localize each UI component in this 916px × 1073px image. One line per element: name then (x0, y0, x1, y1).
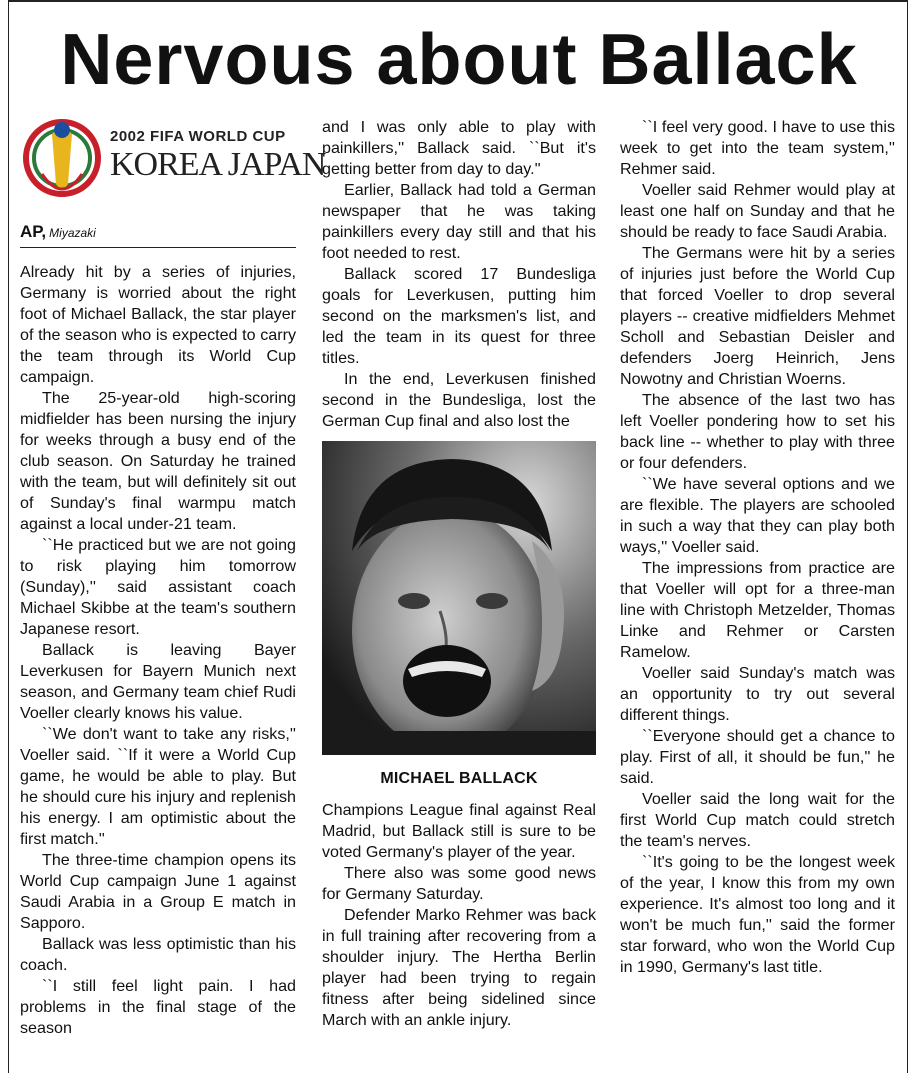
paragraph: There also was some good news for Germany Saturday. (322, 864, 596, 903)
paragraph: The three-time champion opens its World Cup campaign June 1 against Saudi Arabia in a Group E match in Sapporo. (20, 851, 296, 932)
world-cup-logo (22, 114, 326, 206)
paragraph: Earlier, Ballack had told a German newspaper that he was taking painkillers every day still and that his foot needed to rest. (322, 181, 596, 262)
paragraph: The impressions from practice are that Voeller will opt for a three-man line with Christoph Metzelder, Thomas Linke and Rehmer or Carsten Ramelow. (620, 559, 895, 661)
logo-line-1: 2002 FIFA WORLD CUP (110, 128, 286, 145)
paragraph: ``I still feel light pain. I had problems in the final stage of the season (20, 977, 296, 1037)
paragraph: ``It's going to be the longest week of the year, I know this from my own experience. It's almost too long and it won't be much fun,'' said the former star forward, who won the World Cup in 1990, Germany's last title. (620, 853, 895, 976)
paragraph: Voeller said the long wait for the first World Cup match could stretch the team's nerves. (620, 790, 895, 850)
player-photo (322, 441, 596, 755)
paragraph: The Germans were hit by a series of injuries just before the World Cup that forced Voeller to drop several players -- creative midfielders Mehmet Scholl and Sebastian Deisler and defenders Joerg Heinrich, Jens Nowotny and Christian Woerns. (620, 244, 895, 388)
paragraph: ``We have several options and we are flexible. The players are schooled in such a way that they can play both ways,'' Voeller said. (620, 475, 895, 556)
paragraph: ``We don't want to take any risks,'' Voeller said. ``If it were a World Cup game, he would be able to play. But he should cure his injury and replenish his energy. I am optimistic about the first match.'' (20, 725, 296, 848)
article-column-2-top (322, 117, 596, 432)
paragraph: The absence of the last two has left Voeller pondering how to set his back line -- whether to play with three or four defenders. (620, 391, 895, 472)
logo-line-2: KOREA JAPAN (110, 146, 326, 183)
paragraph: Champions League final against Real Madrid, but Ballack still is sure to be voted Germany's player of the year. (322, 801, 596, 861)
paragraph: ``He practiced but we are not going to risk playing him tomorrow (Sunday),'' said assistant coach Michael Skibbe at the team's southern Japanese resort. (20, 536, 296, 638)
paragraph: ``Everyone should get a chance to play. First of all, it should be fun,'' he said. (620, 727, 895, 787)
paragraph: Ballack is leaving Bayer Leverkusen for Bayern Munich next season, and Germany team chief Rudi Voeller clearly knows his value. (20, 641, 296, 722)
paragraph: ``I feel very good. I have to use this week to get into the team system,'' Rehmer said. (620, 118, 895, 178)
byline (20, 222, 96, 242)
paragraph: Defender Marko Rehmer was back in full training after recovering from a shoulder injury. The Hertha Berlin player had been trying to regain fitness after being sidelined since March with an ankle injury. (322, 906, 596, 1029)
headline: Nervous about Ballack (60, 20, 858, 100)
paragraph: In the end, Leverkusen finished second in the Bundesliga, lost the German Cup final and also lost the (322, 370, 596, 430)
paragraph: Already hit by a series of injuries, Germany is worried about the right foot of Michael Ballack, the star player of the season who is expected to carry the team through its World Cup campaign. (20, 263, 296, 386)
byline-agency: AP, (20, 222, 47, 241)
player-portrait-icon (322, 441, 596, 755)
photo-caption: MICHAEL BALLACK (380, 770, 538, 787)
paragraph: The 25-year-old high-scoring midfielder has been nursing the injury for weeks through a busy end of the club season. On Saturday he trained with the team, but will definitely sit out of Sunday's final warmpu match against a local under-21 team. (20, 389, 296, 533)
byline-place: Miyazaki (49, 226, 96, 240)
top-rule (8, 0, 908, 2)
paragraph: Voeller said Rehmer would play at least one half on Sunday and that he should be ready to face Saudi Arabia. (620, 181, 895, 241)
left-rule (8, 0, 9, 1073)
paragraph: Ballack was less optimistic than his coach. (20, 935, 296, 974)
article-column-3 (620, 117, 895, 978)
byline-rule (20, 247, 296, 248)
world-cup-emblem-icon (22, 114, 102, 206)
article-column-2-bottom (322, 800, 596, 1031)
paragraph: Voeller said Sunday's match was an opportunity to try out several different things. (620, 664, 895, 724)
paragraph: and I was only able to play with painkillers,'' Ballack said. ``But it's getting better from day to day.'' (322, 118, 596, 178)
right-rule (907, 0, 908, 1073)
paragraph: Ballack scored 17 Bundesliga goals for Leverkusen, putting him second on the marksmen's list, and led the team in its quest for three titles. (322, 265, 596, 367)
article-column-1 (20, 262, 296, 1039)
